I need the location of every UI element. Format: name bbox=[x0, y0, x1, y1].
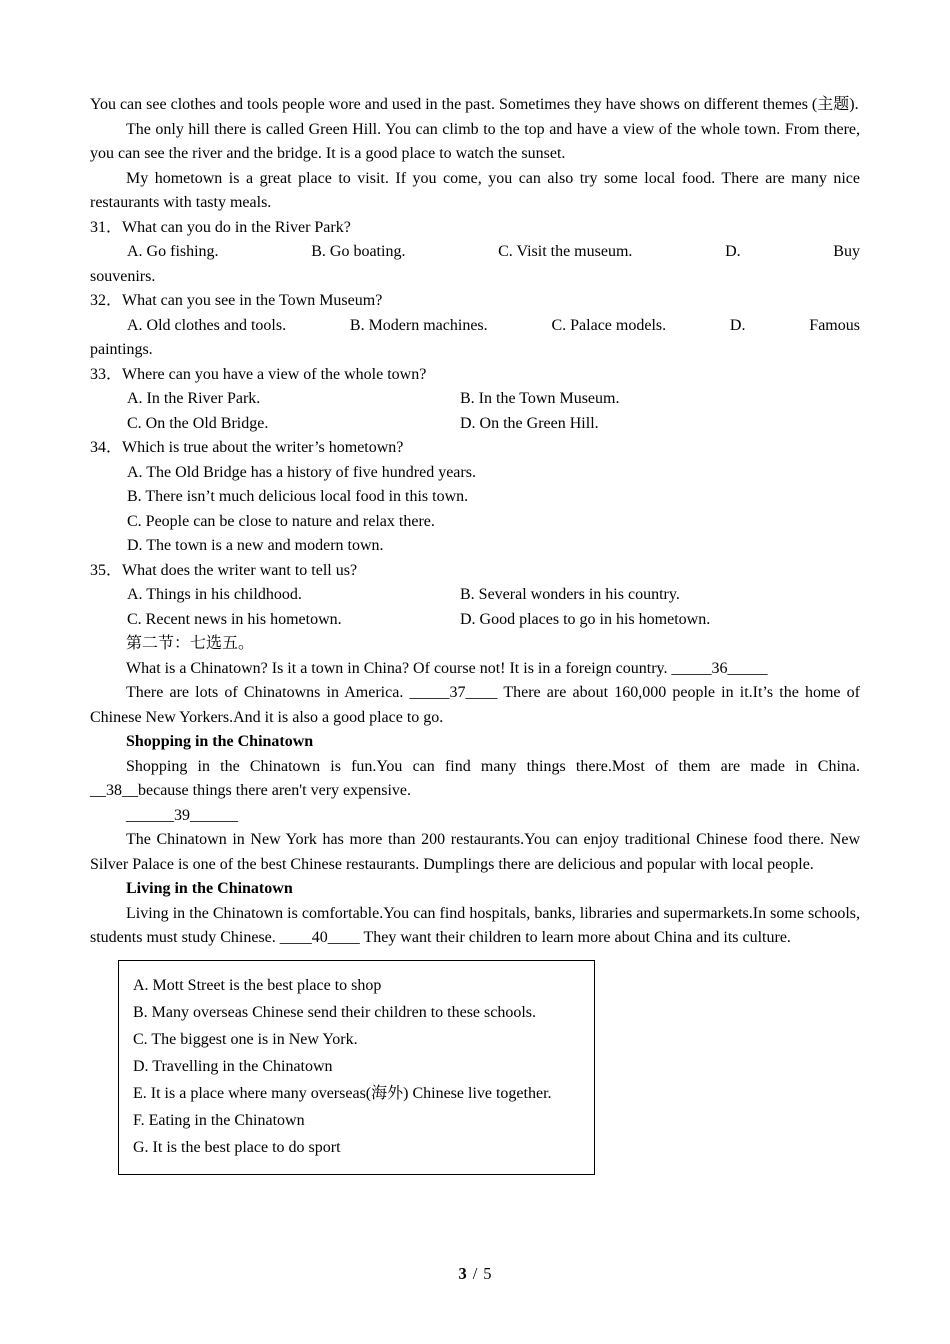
choice-b: B. Many overseas Chinese send their children to these schools. bbox=[133, 1003, 537, 1021]
option-31-d-overflow: souvenirs. bbox=[90, 267, 156, 285]
choice-e: E. It is a place where many overseas(海外) Chinese live together. bbox=[133, 1084, 552, 1102]
page-number-separator: / bbox=[472, 1264, 478, 1283]
question-33 bbox=[90, 363, 860, 437]
option-33-b: B. In the Town Museum. bbox=[460, 390, 620, 407]
question-35-stem: 35．What does the writer want to tell us? bbox=[90, 561, 358, 579]
question-32 bbox=[90, 289, 860, 363]
question-31-options-row bbox=[90, 240, 860, 265]
question-31-stem: 31．What can you do in the River Park? bbox=[90, 218, 351, 236]
option-32-d-overflow: paintings. bbox=[90, 341, 153, 358]
passage-paragraph-hometown: My hometown is a great place to visit. If you come, you can also try some local food. There are many nice restaurants with tasty meals. bbox=[90, 169, 860, 211]
choice-g: G. It is the best place to do sport bbox=[133, 1138, 341, 1156]
total-page-count: 5 bbox=[483, 1264, 492, 1283]
option-31-b: B. Go boating. bbox=[311, 243, 406, 260]
option-35-a: A. Things in his childhood. bbox=[127, 586, 302, 603]
question-35-options-row-2 bbox=[90, 608, 860, 633]
option-33-c: C. On the Old Bridge. bbox=[127, 414, 269, 432]
question-35 bbox=[90, 559, 860, 633]
option-32-a: A. Old clothes and tools. bbox=[127, 316, 287, 334]
option-35-b: B. Several wonders in his country. bbox=[460, 586, 680, 603]
question-32-stem: 32．What can you see in the Town Museum? bbox=[90, 292, 383, 309]
section-2-intro-paragraph-2: There are lots of Chinatowns in America. _____37____ There are about 160,000 people in it.It’s the home of Chinese New Yorkers.And it is also a good place to go. bbox=[90, 684, 860, 726]
question-33-options-row-1 bbox=[90, 387, 860, 412]
option-31-c: C. Visit the museum. bbox=[498, 243, 633, 260]
question-31 bbox=[90, 216, 860, 290]
option-32-b: B. Modern machines. bbox=[349, 316, 488, 334]
option-32-d-letter: D. bbox=[729, 316, 746, 334]
passage-paragraph-green-hill: The only hill there is called Green Hill. You can climb to the top and have a view of the whole town. From there, you can see the river and the bridge. It is a good place to watch the sunset. bbox=[90, 120, 860, 162]
option-32-c: C. Palace models. bbox=[551, 316, 667, 334]
option-31-d-letter: D. bbox=[725, 243, 741, 260]
page-footer bbox=[0, 1262, 950, 1287]
choice-a: A. Mott Street is the best place to shop bbox=[133, 976, 382, 994]
question-34 bbox=[90, 436, 860, 559]
option-34-d: D. The town is a new and modern town. bbox=[127, 537, 384, 554]
option-35-c: C. Recent news in his hometown. bbox=[127, 610, 342, 628]
option-31-d-word: Buy bbox=[833, 243, 860, 260]
option-34-a: A. The Old Bridge has a history of five hundred years. bbox=[127, 463, 476, 481]
option-33-a: A. In the River Park. bbox=[127, 390, 261, 407]
choice-f: F. Eating in the Chinatown bbox=[133, 1111, 305, 1129]
option-35-d: D. Good places to go in his hometown. bbox=[460, 610, 711, 628]
option-33-d: D. On the Green Hill. bbox=[460, 414, 599, 432]
paragraph-eating: The Chinatown in New York has more than 200 restaurants.You can enjoy traditional Chinese food there. New Silver Palace is one of the best Chinese restaurants. Dumplings there are delicious and popular with local people. bbox=[90, 831, 860, 873]
heading-shopping-in-chinatown: Shopping in the Chinatown bbox=[126, 733, 314, 750]
paragraph-shopping: Shopping in the Chinatown is fun.You can find many things there.Most of them are made in China. __38__because things there aren't very expensive. bbox=[90, 757, 860, 799]
page-content bbox=[90, 93, 860, 1175]
section-2-intro-paragraph-1: What is a Chinatown? Is it a town in China? Of course not! It is in a foreign country. _____36_____ bbox=[126, 659, 768, 677]
option-34-c: C. People can be close to nature and relax there. bbox=[127, 512, 435, 530]
heading-living-in-chinatown: Living in the Chinatown bbox=[126, 880, 293, 897]
option-34-b: B. There isn’t much delicious local food in this town. bbox=[127, 488, 469, 505]
paragraph-living: Living in the Chinatown is comfortable.You can find hospitals, banks, libraries and supermarkets.In some schools, students must study Chinese. ____40____ They want their children to learn more about China and its culture. bbox=[90, 904, 860, 946]
question-32-options-row bbox=[90, 314, 860, 339]
passage-paragraph-museum: You can see clothes and tools people wore and used in the past. Sometimes they have shows on different themes (主题). bbox=[90, 96, 859, 113]
choice-c: C. The biggest one is in New York. bbox=[133, 1030, 358, 1048]
blank-39-line: ______39______ bbox=[126, 806, 238, 824]
section-2-header: 第二节：七选五。 bbox=[126, 635, 255, 652]
choice-d: D. Travelling in the Chinatown bbox=[133, 1057, 333, 1075]
question-33-options-row-2 bbox=[90, 412, 860, 437]
option-31-a: A. Go fishing. bbox=[127, 243, 219, 260]
question-35-options-row-1 bbox=[90, 583, 860, 608]
question-34-stem: 34．Which is true about the writer’s hometown? bbox=[90, 439, 404, 456]
question-33-stem: 33．Where can you have a view of the whole town? bbox=[90, 365, 427, 383]
answer-choices-box bbox=[118, 960, 595, 1175]
option-32-d-word: Famous bbox=[809, 316, 860, 334]
current-page-number: 3 bbox=[458, 1264, 467, 1283]
